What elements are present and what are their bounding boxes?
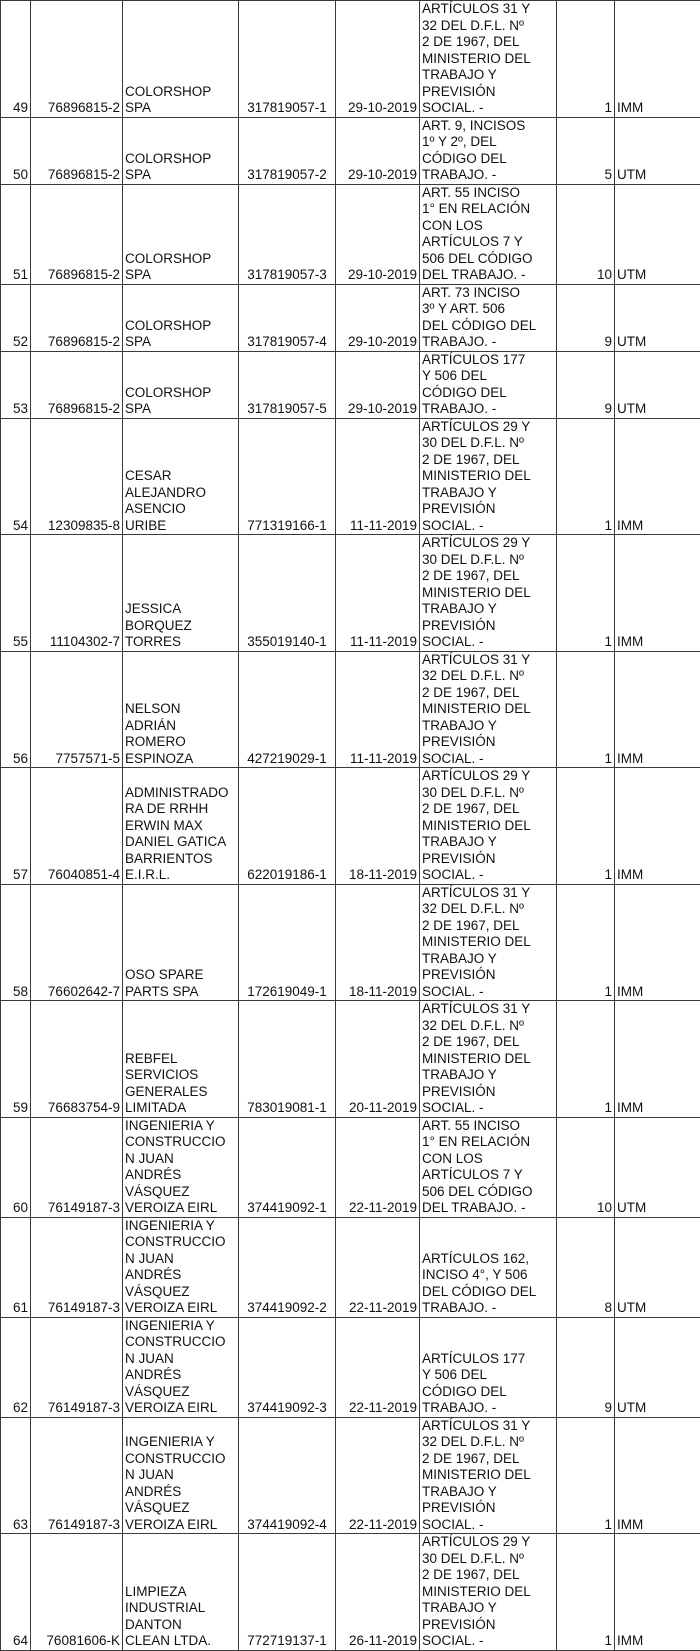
infringed-article-cell: ART. 55 INCISO 1° EN RELACIÓN CON LOS ARTÍCULOS 7 Y 506 DEL CÓDIGO DEL TRABAJO. - [420,1117,557,1217]
rut-cell: 76896815-2 [31,284,123,351]
fine-amount-cell: 9 [557,1317,615,1417]
rut-cell: 7757571-5 [31,651,123,768]
employer-name-cell: COLORSHOP SPA [123,351,239,418]
employer-name-cell: LIMPIEZA INDUSTRIAL DANTON CLEAN LTDA. [123,1534,239,1651]
table-row [1,284,700,351]
row-number: 53 [1,351,31,418]
resolution-number-cell: 771319166-1 [239,418,336,535]
employer-name-cell: INGENIERIA Y CONSTRUCCIO N JUAN ANDRÉS VÁSQUEZ VEROIZA EIRL [123,1317,239,1417]
table-body [1,1,700,1651]
row-number: 52 [1,284,31,351]
fine-amount-cell: 1 [557,768,615,885]
date-cell: 22-11-2019 [336,1117,420,1217]
table-row [1,1217,700,1317]
row-number: 59 [1,1001,31,1118]
infringed-article-cell: ARTÍCULOS 29 Y 30 DEL D.F.L. Nº 2 DE 1967, DEL MINISTERIO DEL TRABAJO Y PREVISIÓN SOCIAL. - [420,535,557,652]
employer-name-cell: NELSON ADRIÁN ROMERO ESPINOZA [123,651,239,768]
resolution-number-cell: 374419092-2 [239,1217,336,1317]
fine-amount-cell: 1 [557,1534,615,1651]
table-row [1,184,700,284]
infringed-article-cell: ARTÍCULOS 177 Y 506 DEL CÓDIGO DEL TRABAJO. - [420,1317,557,1417]
fine-amount-cell: 1 [557,884,615,1001]
resolution-number-cell: 317819057-2 [239,117,336,184]
row-number: 60 [1,1117,31,1217]
fine-amount-cell: 1 [557,1001,615,1118]
resolution-number-cell: 783019081-1 [239,1001,336,1118]
fine-unit-cell: IMM [615,418,700,535]
table-row [1,117,700,184]
row-number: 61 [1,1217,31,1317]
resolution-number-cell: 772719137-1 [239,1534,336,1651]
rut-cell: 76149187-3 [31,1417,123,1534]
infringed-article-cell: ART. 73 INCISO 3º Y ART. 506 DEL CÓDIGO DEL TRABAJO. - [420,284,557,351]
employer-name-cell: COLORSHOP SPA [123,284,239,351]
rut-cell: 76081606-K [31,1534,123,1651]
infringed-article-cell: ARTÍCULOS 177 Y 506 DEL CÓDIGO DEL TRABAJO. - [420,351,557,418]
date-cell: 29-10-2019 [336,117,420,184]
fine-unit-cell: IMM [615,1001,700,1118]
fine-amount-cell: 1 [557,418,615,535]
table-row [1,1001,700,1118]
fine-unit-cell: UTM [615,284,700,351]
fine-amount-cell: 1 [557,1417,615,1534]
resolution-number-cell: 355019140-1 [239,535,336,652]
employer-name-cell: INGENIERIA Y CONSTRUCCIO N JUAN ANDRÉS VÁSQUEZ VEROIZA EIRL [123,1117,239,1217]
table-row [1,1417,700,1534]
row-number: 54 [1,418,31,535]
resolution-number-cell: 317819057-1 [239,1,336,118]
row-number: 56 [1,651,31,768]
row-number: 55 [1,535,31,652]
date-cell: 26-11-2019 [336,1534,420,1651]
employer-name-cell: OSO SPARE PARTS SPA [123,884,239,1001]
fine-unit-cell: IMM [615,1534,700,1651]
date-cell: 18-11-2019 [336,884,420,1001]
resolution-number-cell: 317819057-4 [239,284,336,351]
fine-unit-cell: UTM [615,184,700,284]
fine-unit-cell: IMM [615,1,700,118]
infringed-article-cell: ART. 55 INCISO 1° EN RELACIÓN CON LOS ARTÍCULOS 7 Y 506 DEL CÓDIGO DEL TRABAJO. - [420,184,557,284]
employer-name-cell: COLORSHOP SPA [123,1,239,118]
rut-cell: 76896815-2 [31,117,123,184]
fine-amount-cell: 5 [557,117,615,184]
date-cell: 22-11-2019 [336,1417,420,1534]
employer-name-cell: COLORSHOP SPA [123,184,239,284]
fine-unit-cell: UTM [615,351,700,418]
fine-unit-cell: IMM [615,535,700,652]
date-cell: 29-10-2019 [336,184,420,284]
table-row [1,1,700,118]
row-number: 64 [1,1534,31,1651]
resolution-number-cell: 427219029-1 [239,651,336,768]
row-number: 57 [1,768,31,885]
fine-unit-cell: IMM [615,1417,700,1534]
row-number: 58 [1,884,31,1001]
fine-amount-cell: 10 [557,1117,615,1217]
fine-unit-cell: UTM [615,1217,700,1317]
infringed-article-cell: ARTÍCULOS 31 Y 32 DEL D.F.L. Nº 2 DE 1967, DEL MINISTERIO DEL TRABAJO Y PREVISIÓN SOCIAL. - [420,651,557,768]
table-row [1,884,700,1001]
rut-cell: 76896815-2 [31,1,123,118]
date-cell: 29-10-2019 [336,351,420,418]
table-row [1,1317,700,1417]
row-number: 49 [1,1,31,118]
infringed-article-cell: ARTÍCULOS 31 Y 32 DEL D.F.L. Nº 2 DE 1967, DEL MINISTERIO DEL TRABAJO Y PREVISIÓN SOCIAL. - [420,1001,557,1118]
rut-cell: 76602642-7 [31,884,123,1001]
fine-amount-cell: 1 [557,651,615,768]
fine-unit-cell: IMM [615,768,700,885]
rut-cell: 76149187-3 [31,1317,123,1417]
employer-name-cell: CESAR ALEJANDRO ASENCIO URIBE [123,418,239,535]
infringed-article-cell: ARTÍCULOS 29 Y 30 DEL D.F.L. Nº 2 DE 1967, DEL MINISTERIO DEL TRABAJO Y PREVISIÓN SOCIAL. - [420,418,557,535]
employer-name-cell: INGENIERIA Y CONSTRUCCIO N JUAN ANDRÉS VÁSQUEZ VEROIZA EIRL [123,1217,239,1317]
date-cell: 29-10-2019 [336,284,420,351]
fine-unit-cell: IMM [615,651,700,768]
date-cell: 18-11-2019 [336,768,420,885]
employer-name-cell: JESSICA BORQUEZ TORRES [123,535,239,652]
table-row [1,768,700,885]
table-row [1,1534,700,1651]
fine-amount-cell: 8 [557,1217,615,1317]
table-row [1,651,700,768]
employer-name-cell: REBFEL SERVICIOS GENERALES LIMITADA [123,1001,239,1118]
date-cell: 11-11-2019 [336,535,420,652]
rut-cell: 76149187-3 [31,1117,123,1217]
resolution-number-cell: 317819057-3 [239,184,336,284]
date-cell: 22-11-2019 [336,1317,420,1417]
resolution-number-cell: 622019186-1 [239,768,336,885]
employer-name-cell: ADMINISTRADO RA DE RRHH ERWIN MAX DANIEL GATICA BARRIENTOS E.I.R.L. [123,768,239,885]
date-cell: 22-11-2019 [336,1217,420,1317]
row-number: 51 [1,184,31,284]
employer-name-cell: INGENIERIA Y CONSTRUCCIO N JUAN ANDRÉS VÁSQUEZ VEROIZA EIRL [123,1417,239,1534]
infringed-article-cell: ARTÍCULOS 162, INCISO 4°, Y 506 DEL CÓDIGO DEL TRABAJO. - [420,1217,557,1317]
rut-cell: 76040851-4 [31,768,123,885]
resolution-number-cell: 374419092-3 [239,1317,336,1417]
table-row [1,535,700,652]
fine-amount-cell: 10 [557,184,615,284]
row-number: 63 [1,1417,31,1534]
row-number: 50 [1,117,31,184]
table-row [1,351,700,418]
rut-cell: 12309835-8 [31,418,123,535]
infringed-article-cell: ART. 9, INCISOS 1º Y 2º, DEL CÓDIGO DEL TRABAJO. - [420,117,557,184]
fine-amount-cell: 1 [557,535,615,652]
row-number: 62 [1,1317,31,1417]
resolution-number-cell: 317819057-5 [239,351,336,418]
fine-amount-cell: 9 [557,351,615,418]
infringed-article-cell: ARTÍCULOS 31 Y 32 DEL D.F.L. Nº 2 DE 1967, DEL MINISTERIO DEL TRABAJO Y PREVISIÓN SOCIAL. - [420,1,557,118]
table-row [1,1117,700,1217]
rut-cell: 76896815-2 [31,351,123,418]
rut-cell: 11104302-7 [31,535,123,652]
date-cell: 29-10-2019 [336,1,420,118]
date-cell: 11-11-2019 [336,418,420,535]
fine-amount-cell: 9 [557,284,615,351]
infringed-article-cell: ARTÍCULOS 29 Y 30 DEL D.F.L. Nº 2 DE 1967, DEL MINISTERIO DEL TRABAJO Y PREVISIÓN SOCIAL. - [420,768,557,885]
resolution-number-cell: 172619049-1 [239,884,336,1001]
table-row [1,418,700,535]
date-cell: 20-11-2019 [336,1001,420,1118]
resolution-number-cell: 374419092-4 [239,1417,336,1534]
fine-unit-cell: UTM [615,1117,700,1217]
resolution-number-cell: 374419092-1 [239,1117,336,1217]
infringed-article-cell: ARTÍCULOS 29 Y 30 DEL D.F.L. Nº 2 DE 1967, DEL MINISTERIO DEL TRABAJO Y PREVISIÓN SOCIAL. - [420,1534,557,1651]
rut-cell: 76149187-3 [31,1217,123,1317]
infringed-article-cell: ARTÍCULOS 31 Y 32 DEL D.F.L. Nº 2 DE 1967, DEL MINISTERIO DEL TRABAJO Y PREVISIÓN SOCIAL. - [420,884,557,1001]
infringed-article-cell: ARTÍCULOS 31 Y 32 DEL D.F.L. Nº 2 DE 1967, DEL MINISTERIO DEL TRABAJO Y PREVISIÓN SOCIAL. - [420,1417,557,1534]
employer-name-cell: COLORSHOP SPA [123,117,239,184]
date-cell: 11-11-2019 [336,651,420,768]
fine-unit-cell: UTM [615,117,700,184]
fine-unit-cell: UTM [615,1317,700,1417]
fine-unit-cell: IMM [615,884,700,1001]
rut-cell: 76896815-2 [31,184,123,284]
fine-amount-cell: 1 [557,1,615,118]
rut-cell: 76683754-9 [31,1001,123,1118]
